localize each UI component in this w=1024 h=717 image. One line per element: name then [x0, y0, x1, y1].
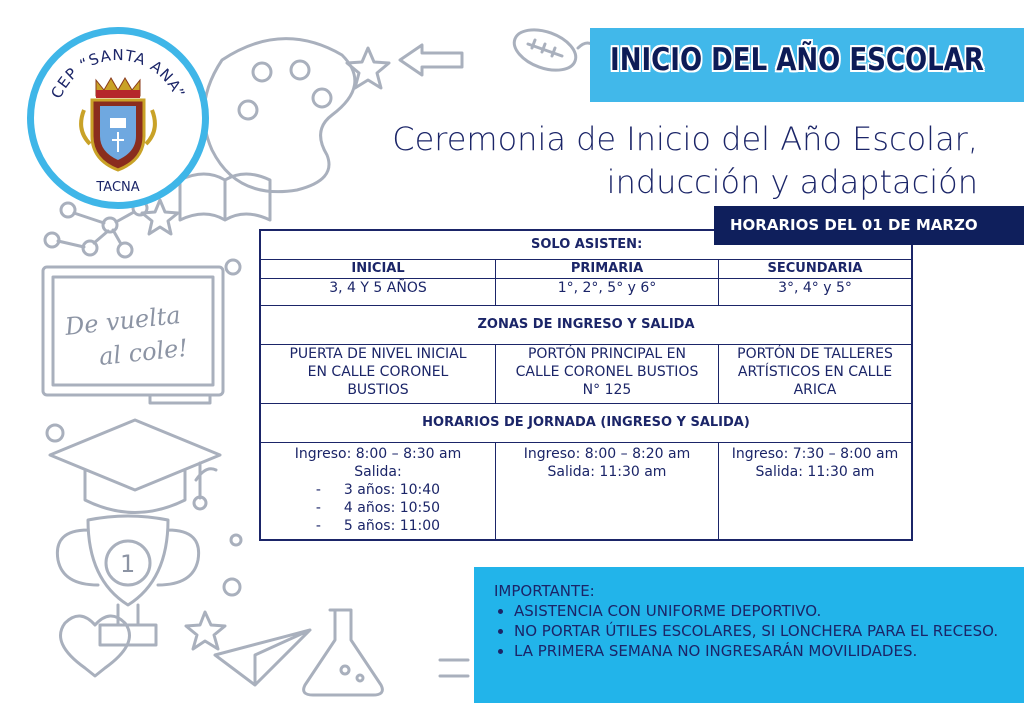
zone-secundaria	[719, 345, 913, 404]
table-row	[260, 404, 912, 443]
date-bar: HORARIOS DEL 01 DE MARZO	[714, 206, 1024, 245]
logo-top-text: CEP “SANTA ANA”	[47, 45, 189, 102]
list-item: • NO PORTAR ÚTILES ESCOLARES, SI LONCHERA PARA EL RECESO.	[514, 621, 1004, 641]
list-item: • LA PRIMERA SEMANA NO INGRESARÁN MOVILIDADES.	[514, 641, 1004, 661]
salida-text: Salida:	[354, 464, 402, 480]
zone-line: ARICA	[793, 382, 837, 398]
grades-inicial: 3, 4 Y 5 AÑOS	[260, 279, 496, 306]
subtitle	[392, 118, 978, 204]
grades-secundaria: 3°, 4° y 5°	[719, 279, 913, 306]
zone-primaria	[496, 345, 719, 404]
zone-line: N° 125	[582, 382, 632, 398]
arrow-icon	[400, 45, 462, 75]
star-icon	[347, 48, 389, 88]
important-list	[494, 601, 1004, 661]
molecule-icon	[45, 201, 147, 257]
solo-asisten-header: SOLO ASISTEN:	[260, 230, 912, 260]
zone-line: PORTÓN DE TALLERES	[737, 346, 893, 362]
zone-line: PUERTA DE NIVEL INICIAL	[289, 346, 467, 362]
palette-icon	[204, 39, 355, 192]
important-heading: IMPORTANTE:	[494, 582, 595, 600]
ingreso-text: Ingreso: 8:00 – 8:30 am	[294, 446, 462, 462]
salida-text: Salida: 11:30 am	[755, 464, 875, 480]
zone-line: BUSTIOS	[347, 382, 409, 398]
ingreso-text: Ingreso: 7:30 – 8:00 am	[731, 446, 899, 462]
hours-inicial	[260, 443, 496, 541]
zone-line: PORTÓN PRINCIPAL EN	[527, 346, 687, 362]
chalkboard-text-line1: De vuelta	[63, 301, 182, 341]
list-item: - 4 años: 10:50	[316, 499, 440, 517]
subtitle-line1: Ceremonia de Inicio del Año Escolar,	[392, 120, 978, 158]
level-header-secundaria: SECUNDARIA	[719, 260, 913, 279]
table-row	[260, 345, 912, 404]
logo-bottom-text: TACNA	[96, 180, 140, 195]
zone-line: CALLE CORONEL BUSTIOS	[515, 364, 699, 380]
paper-plane-icon	[215, 630, 310, 685]
salida-text: Salida: 11:30 am	[547, 464, 667, 480]
hours-secundaria	[719, 443, 913, 541]
list-item: - 3 años: 10:40	[316, 481, 440, 499]
table-row	[260, 260, 912, 279]
zone-line: EN CALLE CORONEL	[307, 364, 449, 380]
important-box	[474, 567, 1024, 703]
list-item: • ASISTENCIA CON UNIFORME DEPORTIVO.	[514, 601, 1004, 621]
schedule-table	[259, 229, 913, 541]
hours-primaria	[496, 443, 719, 541]
school-logo	[27, 27, 209, 209]
table-row	[260, 306, 912, 345]
chalkboard-text-line2: al cole!	[97, 333, 190, 371]
level-header-inicial: INICIAL	[260, 260, 496, 279]
list-item: - 5 años: 11:00	[316, 517, 440, 535]
salida-list	[316, 481, 440, 535]
table-row	[260, 443, 912, 541]
page-title: INICIO DEL AÑO ESCOLAR	[610, 42, 984, 78]
zones-header: ZONAS DE INGRESO Y SALIDA	[260, 306, 912, 345]
trophy-number: 1	[120, 550, 136, 578]
level-header-primaria: PRIMARIA	[496, 260, 719, 279]
grades-primaria: 1°, 2°, 5° y 6°	[496, 279, 719, 306]
flask-icon	[304, 610, 383, 695]
hours-header: HORARIOS DE JORNADA (INGRESO Y SALIDA)	[260, 404, 912, 443]
zone-line: ARTÍSTICOS EN CALLE	[737, 364, 893, 380]
zone-inicial	[260, 345, 496, 404]
subtitle-line2: inducción y adaptación	[606, 163, 978, 201]
title-banner	[590, 28, 1024, 102]
ingreso-text: Ingreso: 8:00 – 8:20 am	[523, 446, 691, 462]
crest-icon	[34, 34, 202, 202]
table-row	[260, 279, 912, 306]
